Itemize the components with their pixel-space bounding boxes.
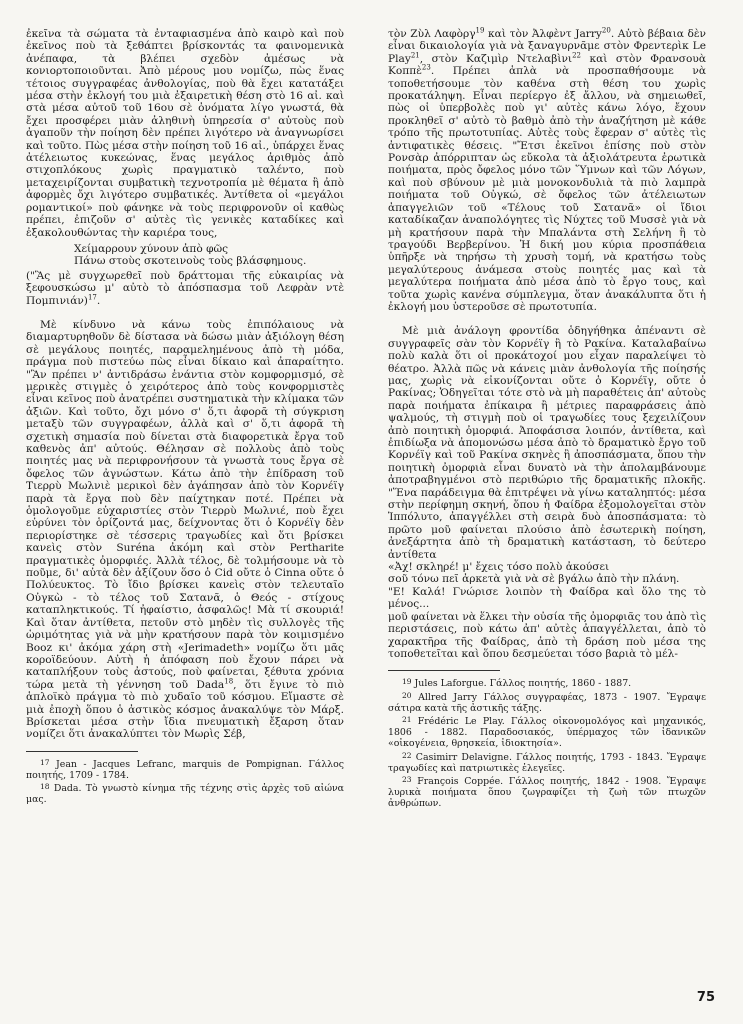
left-column xyxy=(26,28,344,806)
footnote-text: Jean - Jacques Lefranc, marquis de Pompignan. Γάλλος ποιητής, 1709 - 1784. xyxy=(26,758,344,781)
footnote-ref[interactable]: 17 xyxy=(87,293,97,301)
footnote-ref[interactable]: 20 xyxy=(601,26,611,35)
paragraph-text: τὸν Ζὺλ Λαφὸργ xyxy=(388,28,476,40)
footnote-text: Jules Laforgue. Γάλλος ποιητής, 1860 - 1887. xyxy=(414,678,632,690)
paragraph-text: Μὲ κίνδυνο νὰ κάνω τοὺς ἐπιπόλαιους νὰ διαμαρτυρηθοῦν δὲ δίστασα νὰ δώσω μιὰν ἀξιόλογη θέση σὲ μεγάλους ποιητές, παραμελημένους ἀπὸ τὴ μόδα, πράγμα ποὺ πιστεύω πὼς εἶναι δίκαιο καὶ ἀπαραίτητο. "Ἂν πρέπει ν' ἀντιδράσω ἐνάντια στὸν κομφορμισμό, σὲ μερικὲς στιγμὲς ὁ χειρότερος ἀπὸ τοὺς κονφορμιστὲς εἶναι κεῖνος ποὺ ἀνατρέπει συστηματικὰ τὴν κλίμακα τῶν ἀξιῶν. Καὶ τοῦτο, ὄχι μόνο σ' ὅ,τι ἀφορᾶ τὴ σύγκριση μεταξὺ τῶν συγγραφέων, ἀλλὰ καὶ σ' ὅ,τι ἀφορᾶ τὴ σχετικὴ σημασία ποὺ δίνεται στὰ διαφορετικὰ ἔργα τοῦ καθενὸς ἀπ' αὐτούς. Θέλησαν σὲ πολλοὺς ἀπὸ τοὺς ποιητές μας νὰ περιφρονήσουν τὰ γνωστὰ τους ἔργα σὲ ὄφελος τῶν ἀγνώστων. Κάτω ἀπὸ τὴν ἐπίδραση τοῦ Τιερρὺ Μωλνιὲ μερικοὶ δὲν ἀγάπησαν ἀπὸ τὸν Κορνέϊγ παρὰ τὰ ἔργα ποὺ δὲν παίχτηκαν ποτέ. Πρέπει νὰ ὁμολογοῦμε εὐχαριστίες στὸν Τιερρὺ Μωλνιέ, ποὺ ἔχει εὐρύνει τὸν ὁρίζοντά μας, δείχνοντας ὅτι ὁ Κορνέϊγ δὲν περιορίστηκε σὲ τέσσερις τραγωδίες καὶ ὅτι βρίσκει κανεὶς στὸν Suréna ἀκόμη καὶ στὸν Pertharite πραγματικὲς ὀμορφιές. Ἀλλὰ τέλος, δὲ τολμήσουμε νὰ τὸ ποῦμε, δι' αὐτὰ δὲν ἀξίζουν ὅσο ὁ Cid οὔτε ὁ Cinna οὔτε ὁ Πολύευκτος. Τὸ ἴδιο βρίσκει κανεὶς στὸν τελευταῖο Οὐγκὼ - τὸ τέλος τοῦ Σατανᾶ, ὁ Θεός - στίχους καταπληκτικούς. Τί ἠφαίστιο, ἀσφαλῶς! Μὰ τί σκουριά! Καὶ ὅταν ἀντίθετα, πετοῦν στὸ μηδὲν τὶς συλλογὲς τῆς ὡριμότητας γιὰ νὰ μὴν κρατήσουν παρὰ τὸν κοιμισμένο Booz κι' ἀκόμα χάρη στὴ «Jerimadeth» νομίζω ὅτι μᾶς κοροϊδεύουν. Αὐτὴ ἡ ἀπόφαση ποὺ ἔχουν πάρει νὰ καταπλήξουν τοὺς ἀστούς, ποὺ φαίνεται, ξέθυτα χρόνια τώρα μετὰ τὴ γέννηση τοῦ Dada xyxy=(26,318,344,691)
paragraph-text: , στὸν Καζιμὶρ Ντελαβὶνι xyxy=(419,52,573,65)
footnote-number: 21 xyxy=(402,714,412,724)
paragraph-text: καὶ στὸν Φρανσουὰ Κοππὲ xyxy=(388,52,707,78)
footnote-ref[interactable]: 22 xyxy=(572,51,581,60)
footnote-number: 23 xyxy=(402,774,412,784)
paragraph: μοῦ φαίνεται νὰ ἕλκει τὴν οὐσία τῆς ὀμορφιᾶς του ἀπὸ τὶς περιστάσεις, ποὺ κάτω ἀπ' αὐτὲς ἀπαγγέλλεται, ἀπὸ τὸ χαρακτῆρα τῆς Φαίδρας, ἀπὸ τὴ δράση ποὺ μέσα της τοποθετεῖται καὶ ὅπου δεσμεύεται τόσο βαριὰ τὸ μέλ- xyxy=(388,610,706,660)
footnote-number: 18 xyxy=(40,782,50,792)
footnote xyxy=(388,676,706,689)
footnote xyxy=(26,757,344,781)
footnote xyxy=(388,774,706,810)
page-number: 75 xyxy=(696,990,715,1005)
quote-line: «Ἀχ! σκληρέ! μ' ἔχεις τόσο πολὺ ἀκούσει xyxy=(388,561,610,574)
verse-line: Πάνω στοὺς σκοτεινοὺς τοὺς βλάσφημους. xyxy=(74,255,307,268)
footnote-number: 19 xyxy=(402,677,412,687)
footnote-ref[interactable]: 19 xyxy=(475,26,485,35)
footnote-ref[interactable]: 18 xyxy=(224,677,234,686)
paragraph: Μὲ μιὰ ἀνάλογη φροντίδα ὁδηγήθηκα ἀπέναντι σὲ συγγραφεῖς σὰν τὸν Κορνέϊγ ἢ τὸ Ρακίνα. Καταλαβαίνω πολὺ καλὰ ὅτι οἱ προκάτοχοί μου εἶχαν παραλείψει τὸ θέατρο. Ἀλλὰ πῶς νὰ κάνεις μιὰν ἀνθολογία τῆς ποίησής μας, χωρὶς νὰ εἰκονίζονται οὔτε ὁ Κορνέϊγ, οὔτε ὁ Ρακίνας; Ὁδηγεῖται τότε στὸ νὰ μὴ παραθέτεις ἀπ' αὐτοὺς παρὰ ποιήματα ἐπίκαιρα ἢ μέτριες παραφράσεις ἀπὸ ψαλμούς, τὴ στιγμὴ ποὺ οἱ τραγωδίες τους ξεχειλίζουν ἀπὸ ποιητικὴ ὀμορφιά. Ἀποφάσισα λοιπόν, ἀντίθετα, καὶ ἐπιδίωξα νὰ ἀπομονώσω μέσα ἀπὸ τὸ δραματικὸ ἔργο τοῦ Κορνέϊγ καὶ τοῦ Ρακίνα σκηνὲς ἢ ἀποσπάσματα, ὅπου τὴν ποιητικὴ ὀμορφιὰ εἶναι δυνατὸ νὰ τὴν ἀπολαμβάνουμε ἀποτραβηγμένοι στὸ περιθώριο τῆς δραματικῆς πλοκῆς. "Ἕνα παράδειγμα θὰ ἐπιτρέψει νὰ γίνω καταληπτός: μέσα στὴν περίφημη σκηνή, ὅπου ἡ Φαίδρα ἐξομολογεῖται στὸν Ἱππόλυτο, ἀπαγγέλλει στὴ σειρὰ δυὸ ἀποσπάσματα: τὸ πρῶτο μοῦ φαίνεται πλούσιο ἀπὸ ἐσωτερικὴ ποίηση, ἀνεξάρτητα ἀπὸ τὴ δραματικὴ κατάσταση, τὸ δεύτερο ἀντίθετα xyxy=(388,325,706,561)
paragraph: ("Ἃς μὲ συγχωρεθεῖ ποὺ δράττομαι τῆς εὐκαιρίας νὰ ξεφουσκώσω μ' αὐτὸ τὸ ἀπόσπασμα τοῦ Λεφρὰν ντὲ Πομπινιάν)$^{17}$. xyxy=(26,269,344,307)
footnote-text: Frédéric Le Play. Γάλλος οἰκονομολόγος καὶ μηχανικός, 1806 - 1882. Παραδοσιακός, ὑπέρμαχος τῶν ἰδανικῶν «οἰκογένεια, θρησκεία, ἰδιοκτησία». xyxy=(388,715,706,750)
footnote-ref[interactable]: 21 xyxy=(410,51,420,60)
footnote-text: François Coppée. Γάλλος ποιητής, 1842 - 1908. Ἔγραψε λυρικὰ ποιήματα ὅπου ζωγραφίζει τὴ ζωὴ τῶν πτωχῶν ἀνθρώπων. xyxy=(388,775,707,810)
paragraph-text: . Αὐτὸ βέβαια δὲν εἶναι δικαιολογία γιὰ νὰ ξαναγυρνᾶμε στὸν Φρεντερὶκ Le Play xyxy=(388,28,706,65)
paragraph-text: , ὅτι ἔγινε τὸ πιὸ ἁπλοϊκὸ πράγμα τὸ πιὸ χυδαῖο τοῦ κόσμου. Εἴμαστε σὲ μιὰ ἐποχὴ ὅπου ὁ ἀστικὸς κόσμος ἀνακαλύψε τὸν Μάρξ. Βρίσκεται μέσα στὴν ἴδια πνευματικὴ ἔξαρση ὅταν νομίζει ὅτι ἀνακαλύπτει τὸν Μωρὶς Σέβ, xyxy=(26,678,345,741)
verse-quote xyxy=(74,243,344,268)
footnote-text: Dada. Τὸ γνωστὸ κίνημα τῆς τέχνης στὶς ἀρχὲς τοῦ αἰώνα μας. xyxy=(26,783,345,806)
right-column xyxy=(388,28,706,810)
footnote-divider xyxy=(26,751,138,752)
footnote xyxy=(388,750,706,774)
quote-line: σοῦ τόνω πεῖ ἀρκετὰ γιὰ νὰ σὲ βγάλω ἀπὸ τὴν πλάνη. xyxy=(388,573,680,586)
paragraph-text: καὶ τὸν Ἀλφὲντ Jarry xyxy=(484,28,602,40)
verse-line: Χείμαρρουν χύνουν ἀπὸ φῶς xyxy=(74,242,229,255)
footnote-ref[interactable]: 23 xyxy=(421,63,431,72)
footnote xyxy=(26,781,344,805)
footnote-text: Casimirr Delavigne. Γάλλος ποιητής, 1793 - 1843. Ἔγραψε τραγωδίες καὶ πατριωτικὲς ἐλεγεῖες. xyxy=(388,751,707,774)
footnote-divider xyxy=(388,670,500,671)
footnote-text: Allred Jarry Γάλλος συγγραφέας, 1873 - 1907. Ἔγραψε σάτιρα κατὰ τῆς ἀστικῆς τάξης. xyxy=(388,691,706,714)
footnote xyxy=(388,690,706,714)
footnote-number: 17 xyxy=(40,757,50,767)
footnote-number: 20 xyxy=(402,690,412,700)
paragraph xyxy=(26,319,344,741)
paragraph xyxy=(388,28,706,313)
paragraph: ἐκεῖνα τὰ σώματα τὰ ἐνταφιασμένα ἀπὸ καιρὸ καὶ ποὺ ἐκεῖνος ποὺ τὰ ξεθάπτει βρίσκοντάς τα φαινομενικὰ ἀνέπαφα, τὰ βλέπει σχεδὸν ἀμέσως νὰ κονιορτοποιοῦνται. Ἀπὸ μέρους μου νομίζω, πὼς ἕνας τέτοιος συγγραφέας ἀνθολογίας, ποὺ θὰ ἔχει κατατάξει μέσα στὴν ἐκλογή του μιὰ ἐξαιρετικὴ θέση στὸ 16 αἰ. καὶ στὰ μέσα αὐτοῦ τοῦ 16ου σὲ ὀνόματα λίγο γνωστά, θὰ ἔχει προσφέρει μιὰν ἀληθινὴ ὑπηρεσία σ' αὐτοὺς ποὺ ἀγαποῦν τὴν ποίηση δὲν πρέπει λιγότερο νὰ ἀναγνωρίσει καὶ τοῦτο. Πὼς μέσα στὴν ποίηση τοῦ 16 αἰ., ὑπάρχει ἕνας ἀτέλειωτος κυκεώνας, ἕνας μεγάλος ἀριθμὸς ἀπὸ στιχοπλόκους χωρὶς πραγματικὸ ταλέντο, ποὺ μεταχειρίζονται συμβατικὴ τεχνοτροπία μὲ θέματα ἢ ἀπὸ ἀφορμὲς ὄχι λιγότερο συμβατικές. Ἀντίθετα οἱ «μεγάλοι ρομαντικοί» ποὺ φάνηκε νὰ τοὺς περιφρονοῦν οἱ καθὼς πρέπει, ἐπιζοῦν σ' αὐτὲς τὶς γενικὲς καταδίκες καὶ ἐξακολουθώντας τὴν καριέρα τους, xyxy=(26,28,345,239)
paragraph-text: . Πρέπει ἁπλὰ νὰ προσπαθήσουμε νὰ τοποθετήσουμε τὸν καθένα στὴ θέση του χωρὶς προκατάληψη. Εἶναι περίεργο ἐξ ἄλλου, νὰ σημειωθεῖ, πὼς οἱ ὑπερβολὲς ποὺ γι' αὐτὲς κάνω λόγο, ἔχουν προκληθεῖ σ' αὐτὸ τὸ βαθμὸ ἀπὸ τὴν ἀναζήτηση μὲ κάθε τρόπο τῆς πρωτοτυπίας. Αὐτὲς τοὺς ἔφεραν σ' αὐτὲς τὶς ἀντιφατικὲς θέσεις. "Ἔτσι ἐκεῖνοι ἐπίσης ποὺ στὸν Ρονσὰρ ἀπόρριπταν ὡς εὔκολα τὰ ἀξιολάτρευτα ἐρωτικὰ ποιήματα, πρὸς ὄφελος μόνο τῶν Ὕμνων καὶ τῶν Λόγων, καὶ ποὺ σβύνουν μὲ μιὰ μονοκονδυλιὰ τὰ πιὸ λαμπρὰ ποιήματα τοῦ Οὐγκώ, σὲ ὄφελος τῶν ἀτέλειωτων ἀπαγγελιῶν τοῦ «Τέλους τοῦ Σατανᾶ» οἱ ἴδιοι καταδίκαζαν ἀναπολόγητες τὶς Νύχτες τοῦ Μυσσὲ γιὰ νὰ μὴ κρατήσουν παρὰ τὴν Μπαλάντα στὴ Σελήνη ἢ τὸ τραγούδι Βερβερίνου. Ἡ δική μου κύρια προσπάθεια ὑπῆρξε νὰ τηρήσω τὴ χρυσὴ τομή, νὰ κρατήσω τοὺς μεγαλύτερους ἀνάμεσα στοὺς ποιητές μας καὶ τὰ μεγαλύτερα ποιήματα ἀπὸ μέσα ἀπὸ τὸ ἔργο τους, καὶ τοῦτα χωρὶς κανένα σύμπλεγμα, ὅταν ἀνακάλυπτα ὅτι ἡ ἐκλογή μου ὑστεροῦσε σὲ πρωτοτυπία. xyxy=(388,65,706,313)
footnote-number: 22 xyxy=(402,750,412,760)
footnote xyxy=(388,714,706,750)
quote-line: "Ε! Καλά! Γνώρισε λοιπὸν τὴ Φαίδρα καὶ ὅλο της τὸ μένος... xyxy=(388,585,706,611)
paragraph-text: ("Ἃς μὲ συγχωρεθεῖ ποὺ δράττομαι τῆς εὐκαιρίας νὰ ξεφουσκώσω μ' αὐτὸ τὸ ἀπόσπασμα τοῦ Λεφρὰν ντὲ Πομπινιάν) xyxy=(26,269,344,307)
